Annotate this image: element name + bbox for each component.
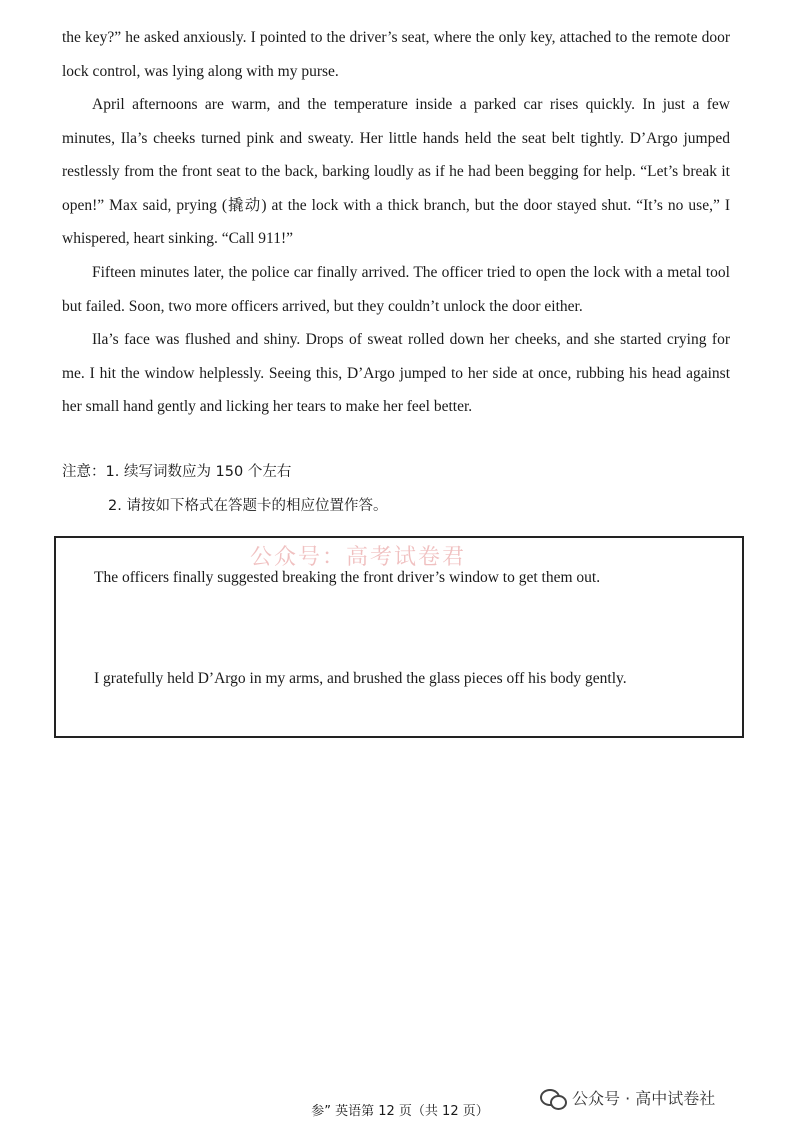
story-paragraph-2: April afternoons are warm, and the temperature inside a parked car rises quickly. In just a few minutes, Ila’s cheeks turned pink and sweaty. Her little hands held the seat belt tightly. D’Argo jumped restlessly from the front seat to the back, barking loudly as if he had been begging for help. “Let’s break it open!” Max said, prying (撬动) at the lock with a thick branch, but the door stayed shut. “It’s no use,” I whispered, heart sinking. “Call 911!” [62, 96, 730, 247]
story-paragraph-4: Ila’s face was flushed and shiny. Drops of sweat rolled down her cheeks, and she started crying for me. I hit the window helplessly. Seeing this, D’Argo jumped to her side at once, rubbing his head against her small hand gently and licking her tears to make her feel better. [62, 331, 730, 415]
paragraph-start-2: I gratefully held D’Argo in my arms, and brushed the glass pieces off his body gently. [94, 670, 627, 687]
instructions [62, 455, 387, 523]
instruction-1: 注意：1. 续写词数应为 150 个左右 [62, 464, 292, 480]
page-footer: 参” 英语第 12 页（共 12 页） [311, 1104, 489, 1119]
watermark: 公众号：高考试卷君 [250, 545, 467, 570]
brand-text: 公众号 · 高中试卷社 [572, 1089, 716, 1108]
story-paragraph-1: the key?” he asked anxiously. I pointed to the driver’s seat, where the only key, attached to the remote door lock control, was lying along with my purse. [62, 29, 730, 80]
instruction-2: 2. 请按如下格式在答题卡的相应位置作答。 [108, 498, 388, 514]
paragraph-start-1: The officers finally suggested breaking the front driver’s window to get them out. [94, 569, 601, 586]
brand-watermark [540, 1086, 715, 1109]
story-paragraph-3: Fifteen minutes later, the police car finally arrived. The officer tried to open the lock with a metal tool but failed. Soon, two more officers arrived, but they couldn’t unlock the door either. [62, 264, 730, 315]
wechat-icon [540, 1087, 566, 1109]
